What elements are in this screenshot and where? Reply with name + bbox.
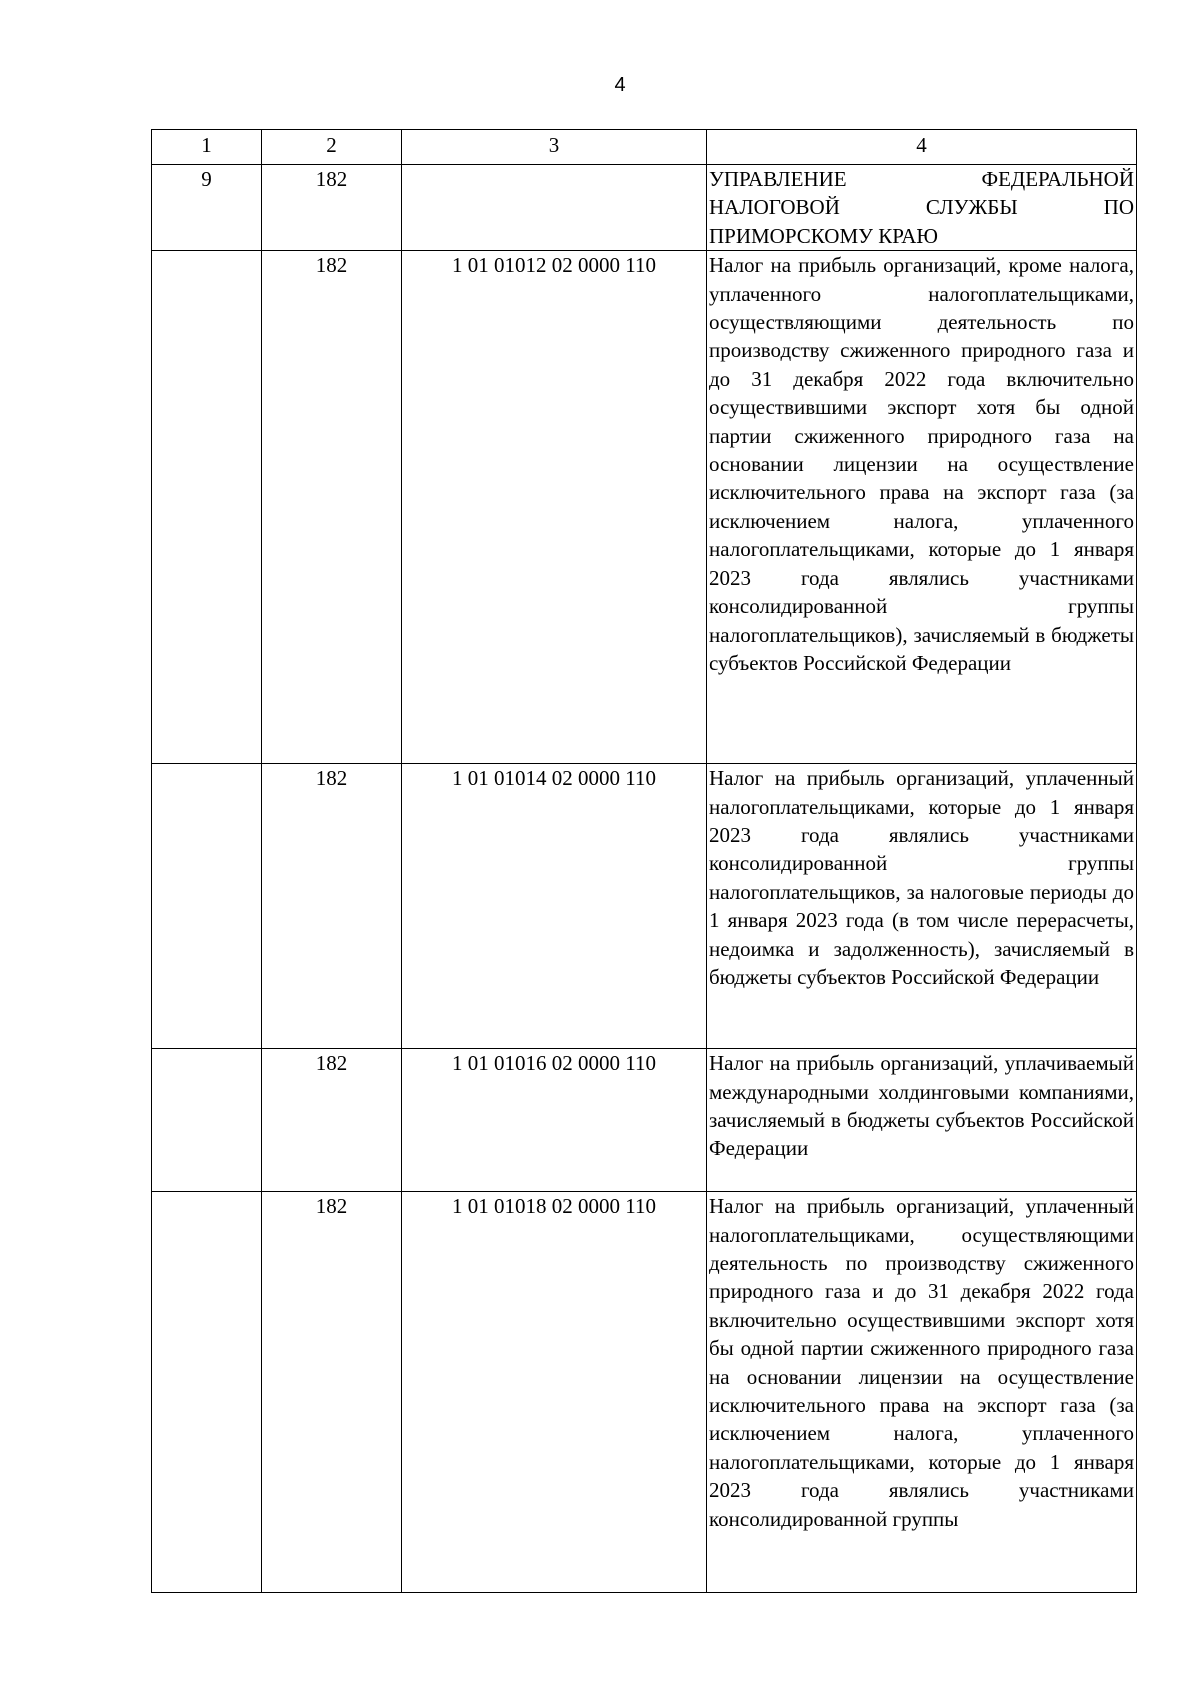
column-number-2: 2 bbox=[262, 130, 402, 165]
row-number-cell bbox=[152, 251, 262, 764]
page-number: 4 bbox=[614, 74, 626, 96]
admin-code-cell: 182 bbox=[262, 764, 402, 1049]
table-row bbox=[152, 165, 1137, 251]
revenue-codes-table bbox=[151, 129, 1137, 1593]
revenue-name-cell: Налог на прибыль организаций, кроме налога, уплаченного налогоплательщиками, осуществляющими деятельность по производству сжиженного природного газа и до 31 декабря 2022 года включительно осуществившими экспорт хотя бы одной партии сжиженного природного газа на основании лицензии на осуществление исключительного права на экспорт газа (за исключением налога, уплаченного налогоплательщиками, которые до 1 января 2023 года являлись участниками консолидированной группы налогоплательщиков), зачисляемый в бюджеты субъектов Российской Федерации bbox=[707, 251, 1137, 764]
revenue-name-cell: Налог на прибыль организаций, уплаченный налогоплательщиками, которые до 1 января 2023 года являлись участниками консолидированной группы налогоплательщиков, за налоговые периоды до 1 января 2023 года (в том числе перерасчеты, недоимка и задолженность), зачисляемый в бюджеты субъектов Российской Федерации bbox=[707, 764, 1137, 1049]
kbk-code-cell: 1 01 01012 02 0000 110 bbox=[402, 251, 707, 764]
kbk-code-cell: 1 01 01014 02 0000 110 bbox=[402, 764, 707, 1049]
agency-name-cell: УПРАВЛЕНИЕ ФЕДЕРАЛЬНОЙ НАЛОГОВОЙ СЛУЖБЫ ПО ПРИМОРСКОМУ КРАЮ bbox=[707, 165, 1137, 251]
table-row bbox=[152, 1049, 1137, 1192]
row-number-cell: 9 bbox=[152, 165, 262, 251]
row-number-cell bbox=[152, 1049, 262, 1192]
table-row bbox=[152, 764, 1137, 1049]
table-row bbox=[152, 1192, 1137, 1593]
admin-code-cell: 182 bbox=[262, 1049, 402, 1192]
column-number-4: 4 bbox=[707, 130, 1137, 165]
admin-code-cell: 182 bbox=[262, 165, 402, 251]
column-number-row bbox=[152, 130, 1137, 165]
admin-code-cell: 182 bbox=[262, 251, 402, 764]
kbk-code-cell: 1 01 01016 02 0000 110 bbox=[402, 1049, 707, 1192]
column-number-1: 1 bbox=[152, 130, 262, 165]
column-number-3: 3 bbox=[402, 130, 707, 165]
row-number-cell bbox=[152, 764, 262, 1049]
row-number-cell bbox=[152, 1192, 262, 1593]
revenue-name-cell: Налог на прибыль организаций, уплачиваемый международными холдинговыми компаниями, зачисляемый в бюджеты субъектов Российской Федерации bbox=[707, 1049, 1137, 1192]
kbk-code-cell bbox=[402, 165, 707, 251]
revenue-name-cell: Налог на прибыль организаций, уплаченный налогоплательщиками, осуществляющими деятельность по производству сжиженного природного газа и до 31 декабря 2022 года включительно осуществившими экспорт хотя бы одной партии сжиженного природного газа на основании лицензии на осуществление исключительного права на экспорт газа (за исключением налога, уплаченного налогоплательщиками, которые до 1 января 2023 года являлись участниками консолидированной группы bbox=[707, 1192, 1137, 1593]
table-row bbox=[152, 251, 1137, 764]
kbk-code-cell: 1 01 01018 02 0000 110 bbox=[402, 1192, 707, 1593]
admin-code-cell: 182 bbox=[262, 1192, 402, 1593]
